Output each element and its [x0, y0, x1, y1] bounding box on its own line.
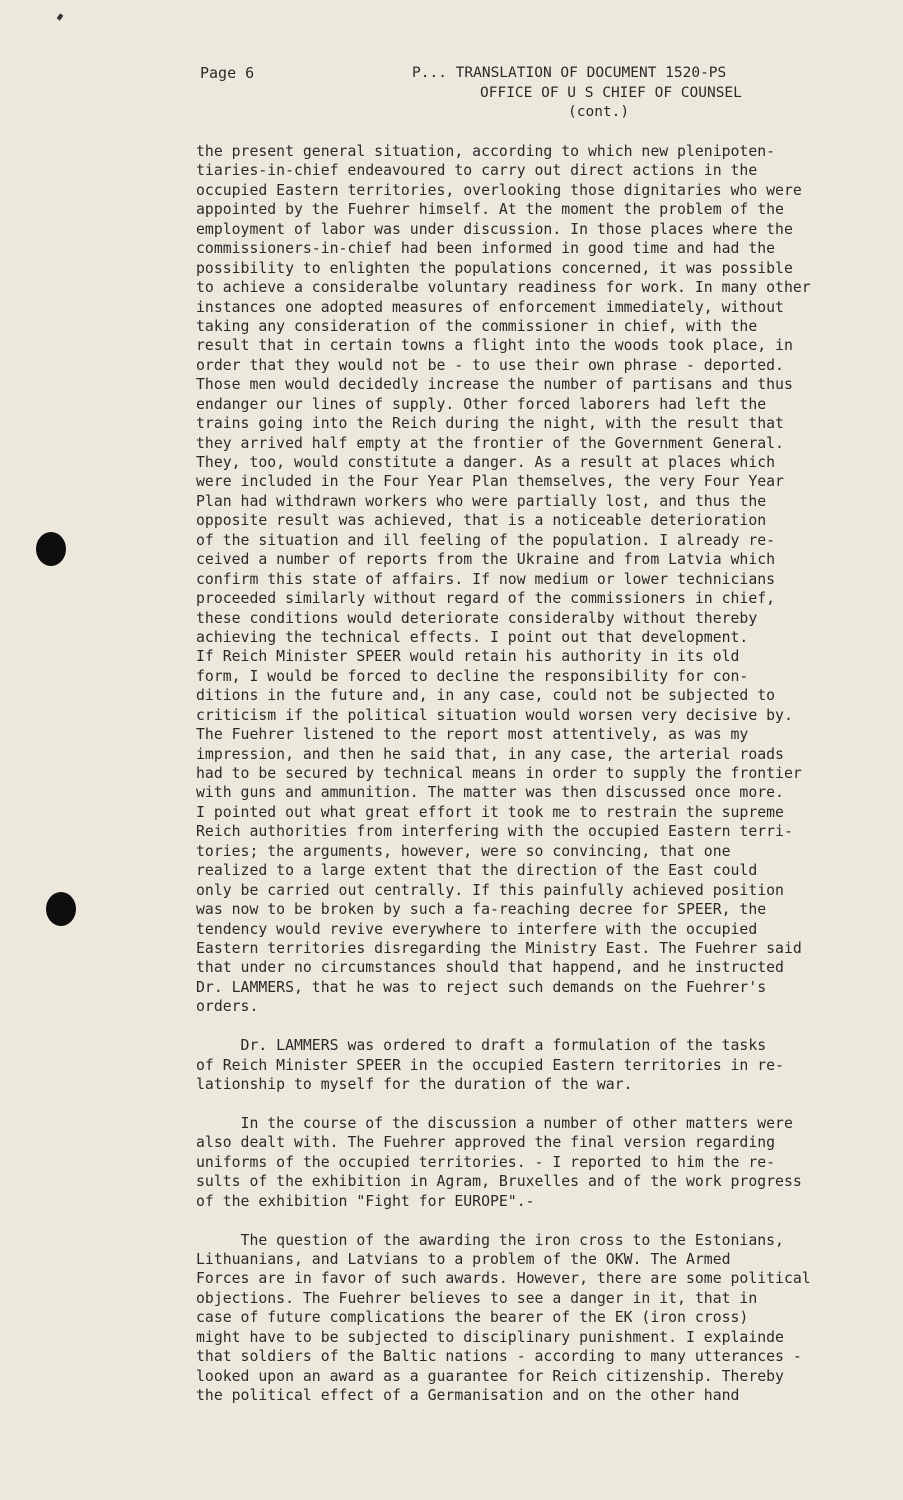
text-line: Dr. LAMMERS was ordered to draft a formulation of the tasks [196, 1037, 767, 1055]
document-body [196, 142, 876, 1405]
text-line: was now to be broken by such a fa-reaching decree for SPEER, the [196, 901, 767, 919]
text-line: taking any consideration of the commissioner in chief, with the [196, 317, 758, 335]
text-line: The question of the awarding the iron cross to the Estonians, [196, 1231, 784, 1249]
text-line: proceeded similarly without regard of the commissioners in chief, [196, 590, 776, 608]
text-line: also dealt with. The Fuehrer approved the final version regarding [196, 1134, 776, 1152]
text-line: with guns and ammunition. The matter was then discussed once more. [196, 784, 784, 802]
paragraph-gap [196, 1017, 876, 1036]
header-continued: (cont.) [568, 104, 630, 120]
text-line: endanger our lines of supply. Other forced laborers had left the [196, 395, 767, 413]
text-line: Reich authorities from interfering with the occupied Eastern terri- [196, 823, 793, 841]
text-line: appointed by the Fuehrer himself. At the moment the problem of the [196, 201, 784, 219]
text-line: of the situation and ill feeling of the population. I already re- [196, 531, 776, 549]
text-line: the present general situation, according to which new plenipoten- [196, 143, 776, 160]
text-line: Eastern territories disregarding the Ministry East. The Fuehrer said [196, 939, 802, 957]
text-line: commissioners-in-chief had been informed in good time and had the [196, 240, 776, 258]
text-line: achieving the technical effects. I point out that development. [196, 628, 749, 646]
text-line: In the course of the discussion a number of other matters were [196, 1114, 793, 1132]
text-line: only be carried out centrally. If this painfully achieved position [196, 881, 784, 899]
paragraph [196, 1036, 876, 1094]
paragraph-gap [196, 1211, 876, 1230]
text-line: these conditions would deteriorate consideralby without thereby [196, 609, 758, 627]
text-line: possibility to enlighten the populations concerned, it was possible [196, 259, 793, 277]
text-line: employment of labor was under discussion. In those places where the [196, 220, 793, 238]
paragraph [196, 1231, 876, 1406]
header-title: P... TRANSLATION OF DOCUMENT 1520-PS [412, 65, 727, 81]
text-line: of the exhibition "Fight for EUROPE".- [196, 1192, 535, 1210]
text-line: order that they would not be - to use their own phrase - deported. [196, 356, 784, 374]
text-line: lationship to myself for the duration of the war. [196, 1076, 633, 1093]
text-line: the political effect of a Germanisation and on the other hand [196, 1387, 740, 1404]
text-line: to achieve a consideralbe voluntary readiness for work. In many other [196, 279, 811, 297]
text-line: opposite result was achieved, that is a noticeable deterioration [196, 512, 767, 530]
paragraph-gap [196, 1094, 876, 1113]
text-line: ditions in the future and, in any case, could not be subjected to [196, 687, 776, 705]
text-line: might have to be subjected to disciplinary punishment. I explainde [196, 1328, 784, 1346]
document-header [410, 64, 830, 123]
text-line: they arrived half empty at the frontier of the Government General. [196, 434, 784, 452]
pen-mark [57, 13, 64, 20]
text-line: Dr. LAMMERS, that he was to reject such demands on the Fuehrer's [196, 978, 767, 996]
text-line: of Reich Minister SPEER in the occupied Eastern territories in re- [196, 1056, 784, 1074]
paragraph [196, 1114, 876, 1211]
text-line: trains going into the Reich during the night, with the result that [196, 415, 784, 433]
text-line: I pointed out what great effort it took me to restrain the supreme [196, 803, 784, 821]
text-line: sults of the exhibition in Agram, Bruxelles and of the work progress [196, 1173, 802, 1191]
text-line: were included in the Four Year Plan themselves, the very Four Year [196, 473, 784, 491]
text-line: tendency would revive everywhere to interfere with the occupied [196, 920, 758, 938]
text-line: instances one adopted measures of enforcement immediately, without [196, 298, 784, 316]
text-line: result that in certain towns a flight into the woods took place, in [196, 337, 793, 355]
text-line: ceived a number of reports from the Ukraine and from Latvia which [196, 551, 776, 569]
text-line: Lithuanians, and Latvians to a problem of the OKW. The Armed [196, 1250, 731, 1268]
text-line: had to be secured by technical means in order to supply the frontier [196, 765, 802, 782]
text-line: Forces are in favor of such awards. However, there are some political [196, 1270, 811, 1288]
text-line: form, I would be forced to decline the responsibility for con- [196, 667, 749, 685]
punch-hole [36, 532, 66, 566]
text-line: realized to a large extent that the direction of the East could [196, 862, 758, 880]
text-line: Plan had withdrawn workers who were partially lost, and thus the [196, 492, 767, 510]
text-line: They, too, would constitute a danger. As a result at places which [196, 454, 776, 471]
text-line: uniforms of the occupied territories. - I reported to him the re- [196, 1153, 776, 1171]
punch-hole [46, 892, 76, 926]
text-line: tiaries-in-chief endeavoured to carry out direct actions in the [196, 162, 758, 180]
text-line: that soldiers of the Baltic nations - according to many utterances - [196, 1348, 802, 1366]
text-line: orders. [196, 998, 259, 1016]
text-line: If Reich Minister SPEER would retain his authority in its old [196, 648, 740, 666]
text-line: confirm this state of affairs. If now medium or lower technicians [196, 570, 776, 588]
header-office: OFFICE OF U S CHIEF OF COUNSEL [480, 84, 742, 101]
text-line: that under no circumstances should that happend, and he instructed [196, 959, 784, 977]
text-line: objections. The Fuehrer believes to see a danger in it, that in [196, 1289, 758, 1307]
text-line: Those men would decidedly increase the number of partisans and thus [196, 376, 793, 394]
page-number: Page 6 [200, 64, 255, 82]
text-line: impression, and then he said that, in any case, the arterial roads [196, 745, 784, 763]
text-line: tories; the arguments, however, were so convincing, that one [196, 842, 731, 860]
paragraph [196, 142, 876, 1017]
text-line: The Fuehrer listened to the report most attentively, as was my [196, 726, 749, 744]
text-line: looked upon an award as a guarantee for Reich citizenship. Thereby [196, 1367, 784, 1385]
text-line: case of future complications the bearer of the EK (iron cross) [196, 1309, 749, 1327]
text-line: criticism if the political situation would worsen very decisive by. [196, 706, 793, 724]
text-line: occupied Eastern territories, overlooking those dignitaries who were [196, 181, 802, 199]
